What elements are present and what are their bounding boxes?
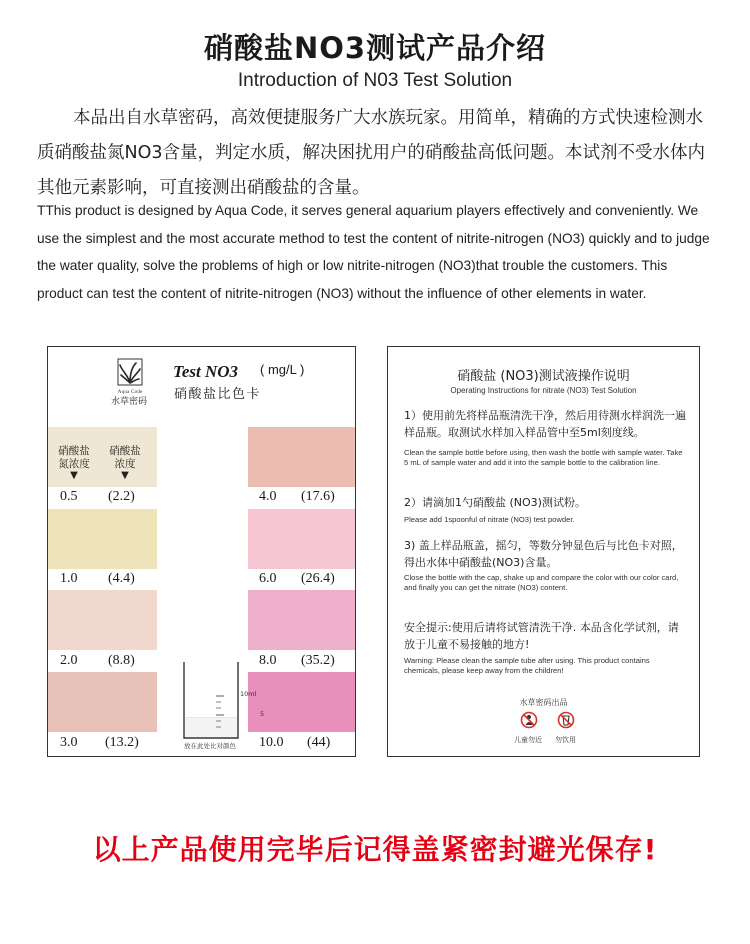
- swatch-left-2-no3: (4.4): [108, 571, 135, 586]
- swatch-left-4-no3: (13.2): [105, 735, 139, 750]
- swatch-left-3: [48, 590, 157, 650]
- down-arrow-icon: ▼: [121, 470, 129, 481]
- color-card: [47, 346, 356, 757]
- swatch-right-4-no3: (44): [307, 735, 331, 750]
- card-unit: ( mg/L ): [260, 362, 305, 377]
- swatch-left-4-n: 3.0: [60, 735, 78, 750]
- swatch-left-3-n: 2.0: [60, 653, 78, 668]
- swatch-right-1-n: 4.0: [259, 489, 277, 504]
- brand-text: 水草密码出品: [519, 698, 568, 707]
- page-title: 硝酸盐NO3测试产品介绍: [203, 31, 547, 65]
- do-not-drink-icon: [557, 711, 575, 733]
- swatch-left-2: [48, 509, 157, 569]
- icon-label-children: 儿童勿近: [514, 736, 542, 744]
- instructions-title: 硝酸盐 (NO3)测试液操作说明: [457, 369, 630, 384]
- swatch-right-2-no3: (26.4): [301, 571, 335, 586]
- swatch-right-4: [248, 672, 355, 732]
- swatch-right-2: [248, 509, 355, 569]
- step-2-en: Please add 1spoonful of nitrate (NO3) test powder.: [404, 515, 575, 524]
- logo-chinese-text: 水草密码: [110, 397, 147, 407]
- swatch-left-2-n: 1.0: [60, 571, 78, 586]
- card-subtitle: 硝酸盐比色卡: [174, 387, 262, 402]
- swatch-right-4-n: 10.0: [259, 735, 284, 750]
- swatch-right-3: [248, 590, 355, 650]
- header-nitrate-nitrogen: 硝酸盐氮浓度 ▼: [58, 445, 90, 481]
- swatch-right-3-n: 8.0: [259, 653, 277, 668]
- swatch-right-1: [248, 427, 355, 487]
- swatch-right-2-n: 6.0: [259, 571, 277, 586]
- tube-label-5: 5: [260, 710, 265, 718]
- tube-caption: 放在此处比对颜色: [184, 742, 236, 750]
- icon-label-drink: 勿饮用: [555, 736, 576, 744]
- step-3-cn: 3) 盖上样品瓶盖，摇匀，等数分钟显色后与比色卡对照，得出水体中硝酸盐(NO3)含量。: [404, 539, 683, 569]
- step-1-en: Clean the sample bottle before using, then wash the bottle with sample water. Take 5 mL of sample water and add it into the sample bottle to the calibration line.: [404, 448, 683, 468]
- step-1-cn: 1）使用前先将样品瓶清洗干净，然后用待测水样润洗一遍样品瓶。取测试水样加入样品管中至5ml刻度线。: [404, 409, 686, 439]
- instruction-card: [387, 346, 700, 757]
- step-3-en: Close the bottle with the cap, shake up and compare the color with our color card, and finally you can get the nitrate (NO3) content.: [404, 573, 679, 593]
- page-subtitle: Introduction of N03 Test Solution: [237, 70, 513, 91]
- tube-label-10ml: 10ml: [240, 690, 257, 698]
- swatch-left-1-no3: (2.2): [108, 489, 135, 504]
- swatch-left-4: [48, 672, 157, 732]
- intro-chinese: 本品出自水草密码，高效便捷服务广大水族玩家。用简单，精确的方式快速检测水质硝酸盐氮NO3含量，判定水质，解决困扰用户的硝酸盐高低问题。本试剂不受水体内其他元素影响，可直接测出硝酸盐的含量。: [37, 108, 705, 198]
- safety-warning-cn: 安全提示:使用后请将试管清洗干净. 本品含化学试剂，请放于儿童不易接触的地方!: [404, 621, 679, 651]
- swatch-left-3-no3: (8.8): [108, 653, 135, 668]
- swatch-right-3-no3: (35.2): [301, 653, 335, 668]
- logo-english-text: Aqua Code: [117, 389, 143, 395]
- swatch-left-1-n: 0.5: [60, 489, 78, 504]
- safety-warning-en: Warning: Please clean the sample tube after using. This product contains chemicals, please keep away from the children!: [404, 656, 650, 676]
- keep-away-children-icon: [520, 711, 538, 733]
- intro-english: TThis product is designed by Aqua Code, it serves general aquarium players effectively and conveniently. We use the simplest and the most accurate method to test the content of nitrite-nitrogen (NO3) quickly and to judge the water quality, solve the problems of high or low nitrite-nitrogen (NO3)that trouble the customers. This product can test the content of nitrite-nitrogen (NO3) without the influence of other elements in water.: [37, 203, 710, 301]
- swatch-right-1-no3: (17.6): [301, 489, 335, 504]
- storage-notice: 以上产品使用完毕后记得盖紧密封避光保存!: [92, 833, 658, 866]
- test-tube-icon: [180, 660, 265, 740]
- card-title: Test NO3: [173, 362, 239, 381]
- instructions-title-en: Operating Instructions for nitrate (NO3) Test Solution: [450, 386, 637, 395]
- down-arrow-icon: ▼: [70, 470, 78, 481]
- step-2-cn: 2）请滴加1勺硝酸盐 (NO3)测试粉。: [404, 496, 586, 509]
- header-nitrate: 硝酸盐浓度 ▼: [105, 445, 145, 481]
